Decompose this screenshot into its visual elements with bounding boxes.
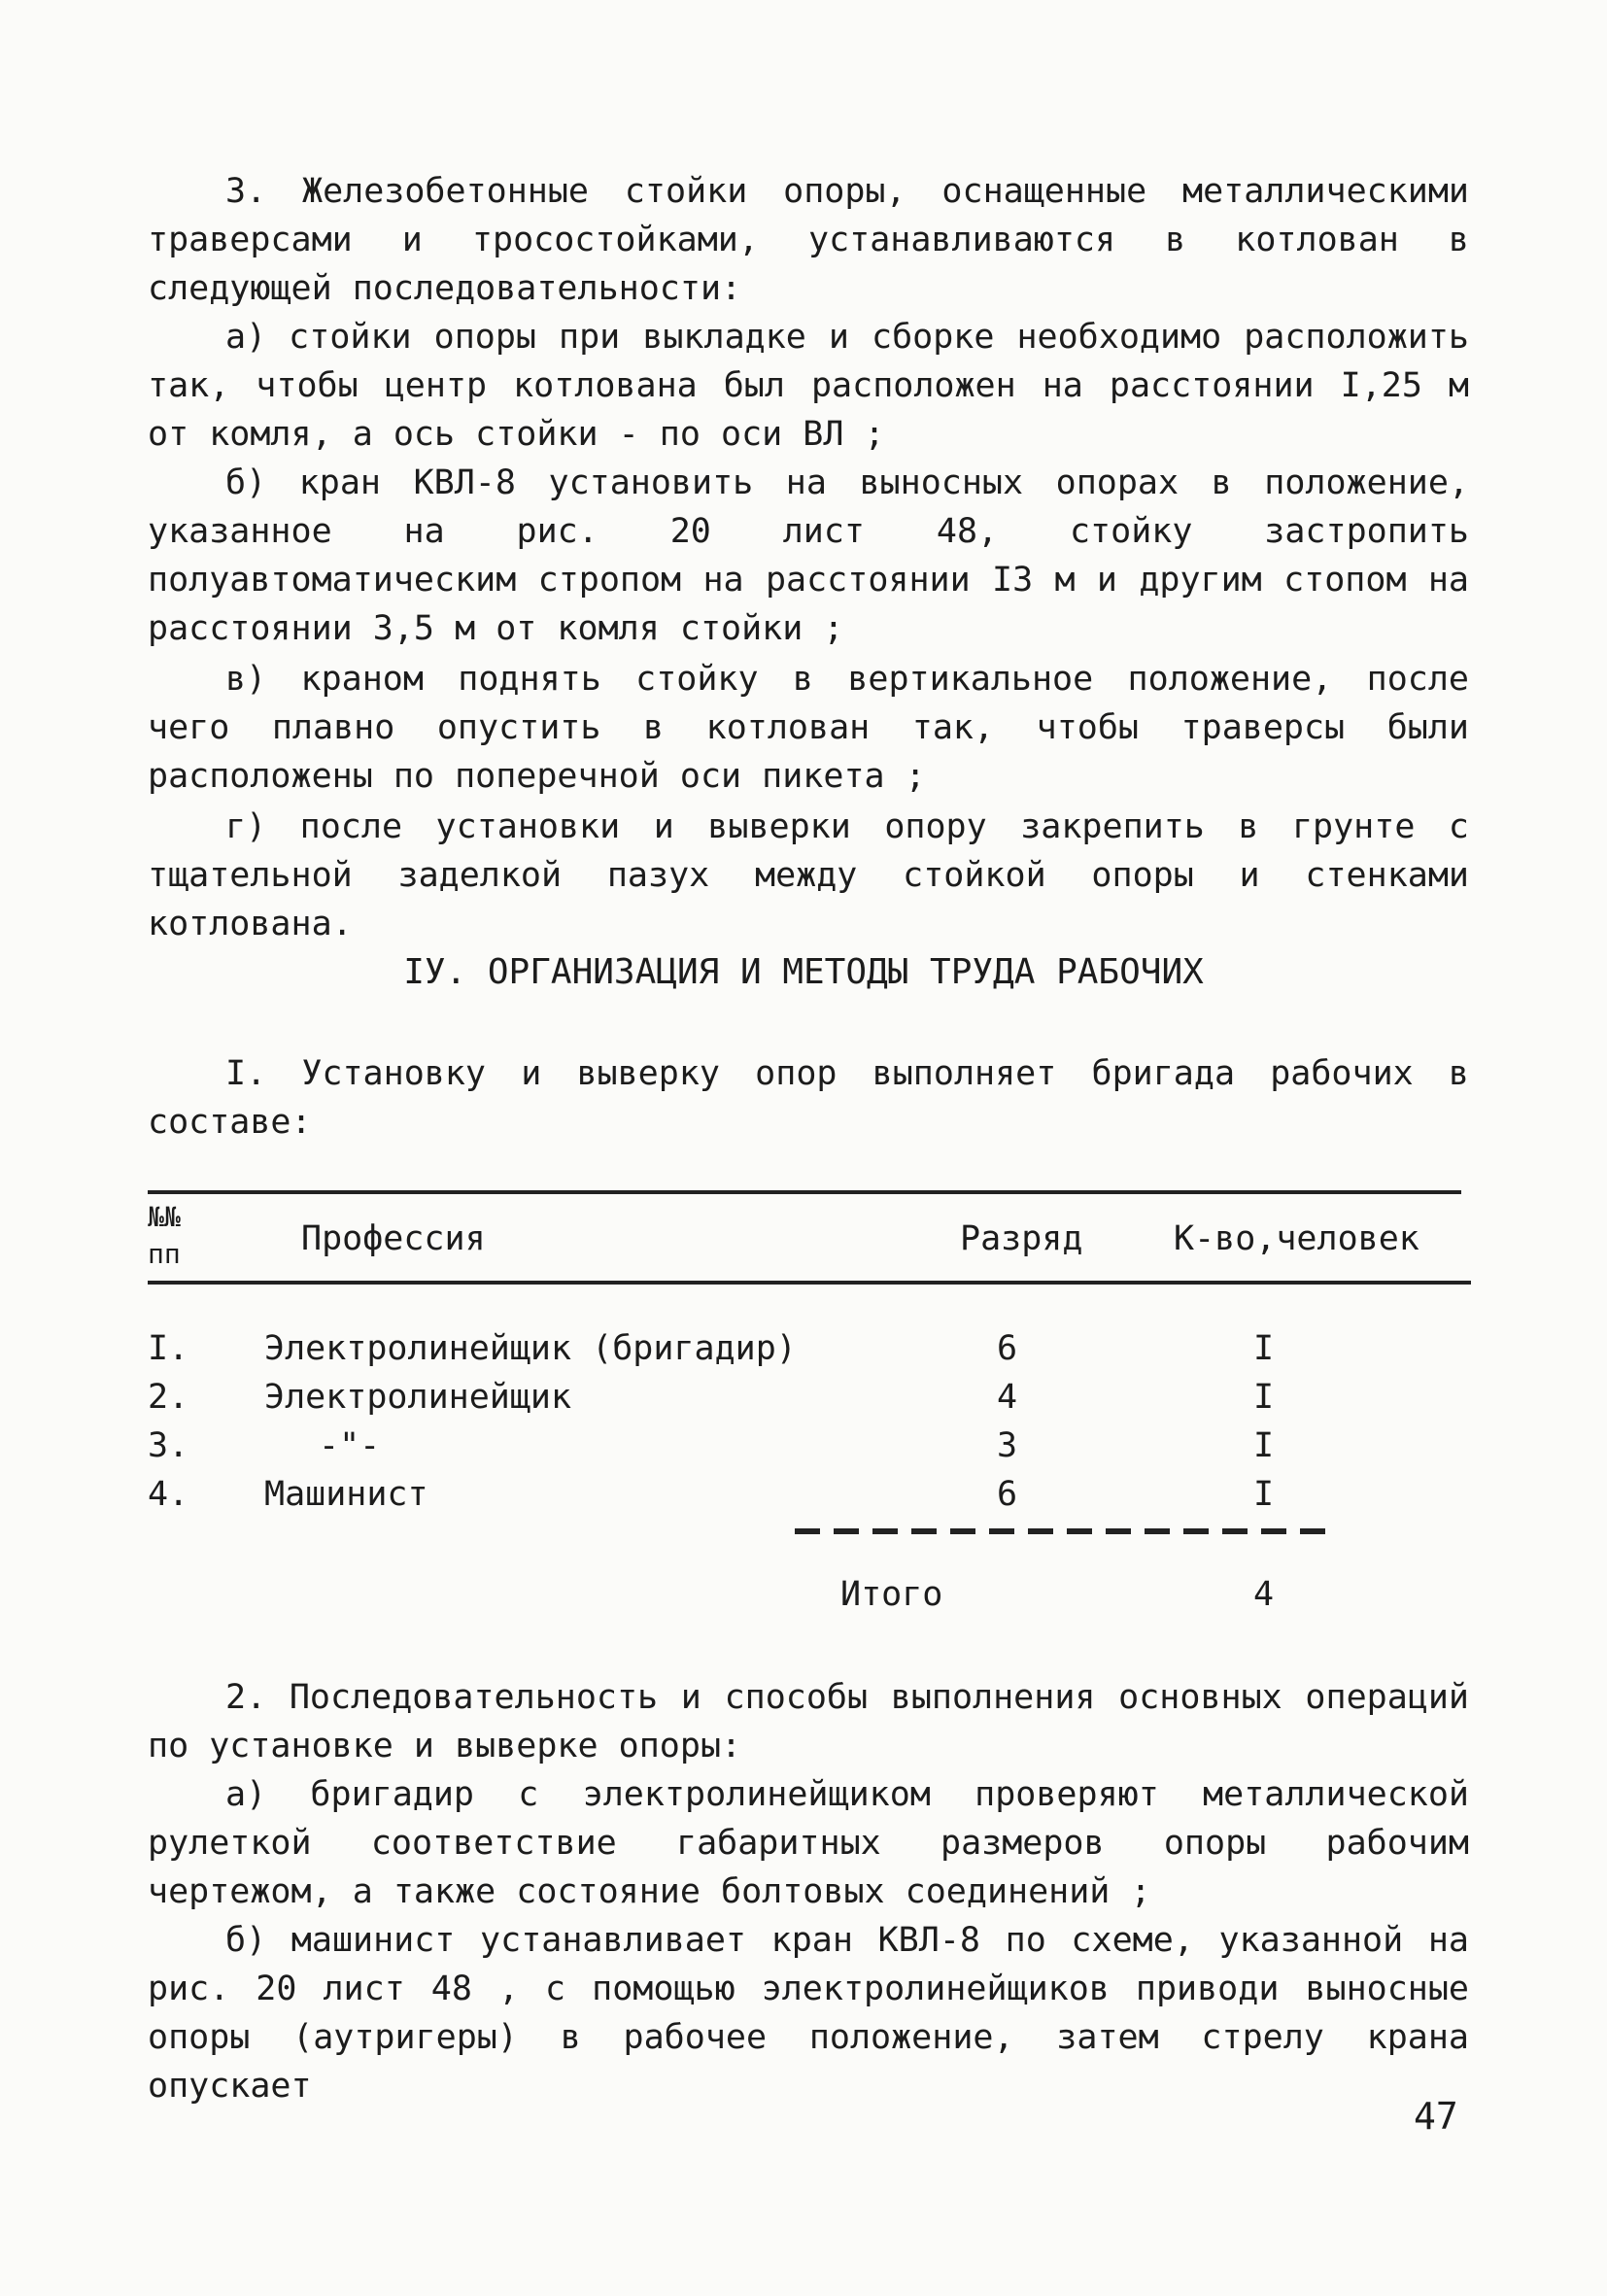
paragraph-item-g: г) после установки и выверки опору закрепить в грунте с тщательной заделкой пазух между стойкой опоры и стенками котлована.	[148, 807, 1469, 943]
row-profession: Электролинейщик (бригадир)	[264, 1329, 797, 1368]
row-grade: 4	[997, 1378, 1018, 1417]
row-count: I	[1253, 1475, 1275, 1514]
row-count: I	[1253, 1329, 1275, 1368]
paragraph-2-intro: 2. Последовательность и способы выполнения основных операций по установке и выверке опоры:	[148, 1678, 1469, 1765]
paragraph-item-a: а) стойки опоры при выкладке и сборке необходимо расположить так, чтобы центр котлована был расположен на расстоянии I,25 м от комля, а ось стойки - по оси ВЛ ;	[148, 318, 1469, 454]
table-top-rule	[148, 1190, 1461, 1194]
total-label: Итого	[840, 1575, 943, 1614]
row-count: I	[1253, 1378, 1275, 1417]
row-count: I	[1253, 1426, 1275, 1465]
paragraph-brigade-intro: I. Установку и выверку опор выполняет бригада рабочих в составе:	[148, 1054, 1469, 1142]
paragraph-3-intro: 3. Железобетонные стойки опоры, оснащенные металлическими траверсами и тросостойками, устанавливаются в котлован в следующей последовательности:	[148, 172, 1469, 308]
row-number: 4.	[148, 1475, 189, 1514]
header-number-line2: пп	[148, 1238, 181, 1270]
row-grade: 6	[997, 1475, 1018, 1514]
row-number: I.	[148, 1329, 189, 1368]
header-grade: Разряд	[960, 1219, 1083, 1258]
total-dashed-separator	[795, 1528, 1339, 1534]
header-profession: Профессия	[301, 1219, 486, 1258]
table-header-rule	[148, 1281, 1471, 1285]
row-grade: 6	[997, 1329, 1018, 1368]
row-grade: 3	[997, 1426, 1018, 1465]
total-value: 4	[1253, 1575, 1275, 1614]
row-number: 2.	[148, 1378, 189, 1417]
paragraph-item-b-bottom: б) машинист устанавливает кран КВЛ-8 по схеме, указанной на рис. 20 лист 48 , с помощью электролинейщиков приводи выносные опоры (аутригеры) в рабочее положение, затем стрелу крана опускает	[148, 1921, 1469, 2106]
header-number-line1: №№	[148, 1201, 181, 1233]
paragraph-item-v: в) краном поднять стойку в вертикальное положение, после чего плавно опустить в котлован так, чтобы траверсы были расположены по поперечной оси пикета ;	[148, 660, 1469, 796]
section-heading: IУ. ОРГАНИЗАЦИЯ И МЕТОДЫ ТРУДА РАБОЧИХ	[403, 952, 1204, 992]
paragraph-item-a-bottom: а) бригадир с электролинейщиком проверяют металлической рулеткой соответствие габаритных размеров опоры рабочим чертежом, а также состояние болтовых соединений ;	[148, 1775, 1469, 1911]
header-count: К-во,человек	[1174, 1219, 1419, 1258]
row-number: 3.	[148, 1426, 189, 1465]
paragraph-item-b: б) кран КВЛ-8 установить на выносных опорах в положение, указанное на рис. 20 лист 48, стойку застропить полуавтоматическим стропом на расстоянии I3 м и другим стопом на расстоянии 3,5 м от комля стойки ;	[148, 463, 1469, 648]
page-number: 47	[1414, 2095, 1458, 2138]
row-profession: Электролинейщик	[264, 1378, 572, 1417]
row-profession: -"-	[319, 1426, 381, 1465]
row-profession: Машинист	[264, 1475, 428, 1514]
